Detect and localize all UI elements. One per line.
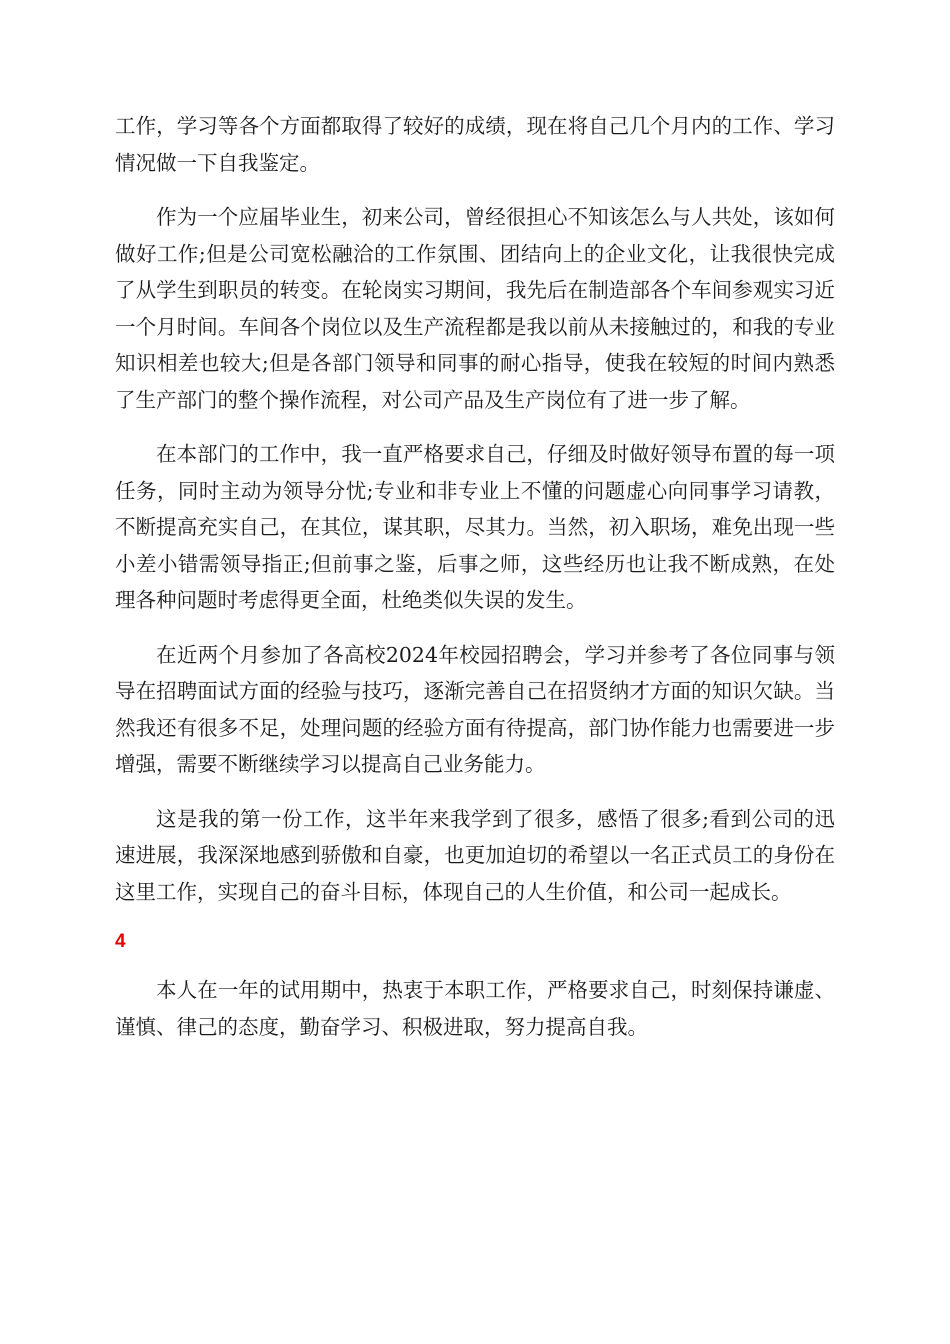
paragraph-probation: 本人在一年的试用期中，热衷于本职工作，严格要求自己，时刻保持谦虚、谨慎、律己的态度，勤奋学习、积极进取，努力提高自我。 (115, 978, 835, 1039)
paragraph-department-work: 在本部门的工作中，我一直严格要求自己，仔细及时做好领导布置的每一项任务，同时主动为领导分忧;专业和非专业上不懂的问题虚心向同事学习请教，不断提高充实自己，在其位，谋其职，尽其力。当然，初入职场，难免出现一些小差小错需领导指正;但前事之鉴，后事之师，这些经历也让我不断成熟，在处理各种问题时考虑得更全面，杜绝类似失误的发生。 (115, 442, 835, 612)
paragraph-first-job: 这是我的第一份工作，这半年来我学到了很多，感悟了很多;看到公司的迅速进展，我深深地感到骄傲和自豪，也更加迫切的希望以一名正式员工的身份在这里工作，实现自己的奋斗目标，体现自己的人生价值，和公司一起成长。 (115, 806, 835, 904)
section-number: 4 (115, 931, 126, 952)
paragraph-recruitment: 在近两个月参加了各高校2024年校园招聘会，学习并参考了各位同事与领导在招聘面试方面的经验与技巧，逐渐完善自己在招贤纳才方面的知识欠缺。当然我还有很多不足，处理问题的经验方面有待提高，部门协作能力也需要进一步增强，需要不断继续学习以提高自己业务能力。 (115, 642, 835, 776)
paragraph-continued: 工作，学习等各个方面都取得了较好的成绩，现在将自己几个月内的工作、学习情况做一下自我鉴定。 (115, 114, 835, 175)
document-body (115, 108, 835, 1063)
paragraph-onboarding: 作为一个应届毕业生，初来公司，曾经很担心不知该怎么与人共处，该如何做好工作;但是公司宽松融洽的工作氛围、团结向上的企业文化，让我很快完成了从学生到职员的转变。在轮岗实习期间，我先后在制造部各个车间参观实习近一个月时间。车间各个岗位以及生产流程都是我以前从未接触过的，和我的专业知识相差也较大;但是各部门领导和同事的耐心指导，使我在较短的时间内熟悉了生产部门的整个操作流程，对公司产品及生产岗位有了进一步了解。 (115, 205, 835, 412)
